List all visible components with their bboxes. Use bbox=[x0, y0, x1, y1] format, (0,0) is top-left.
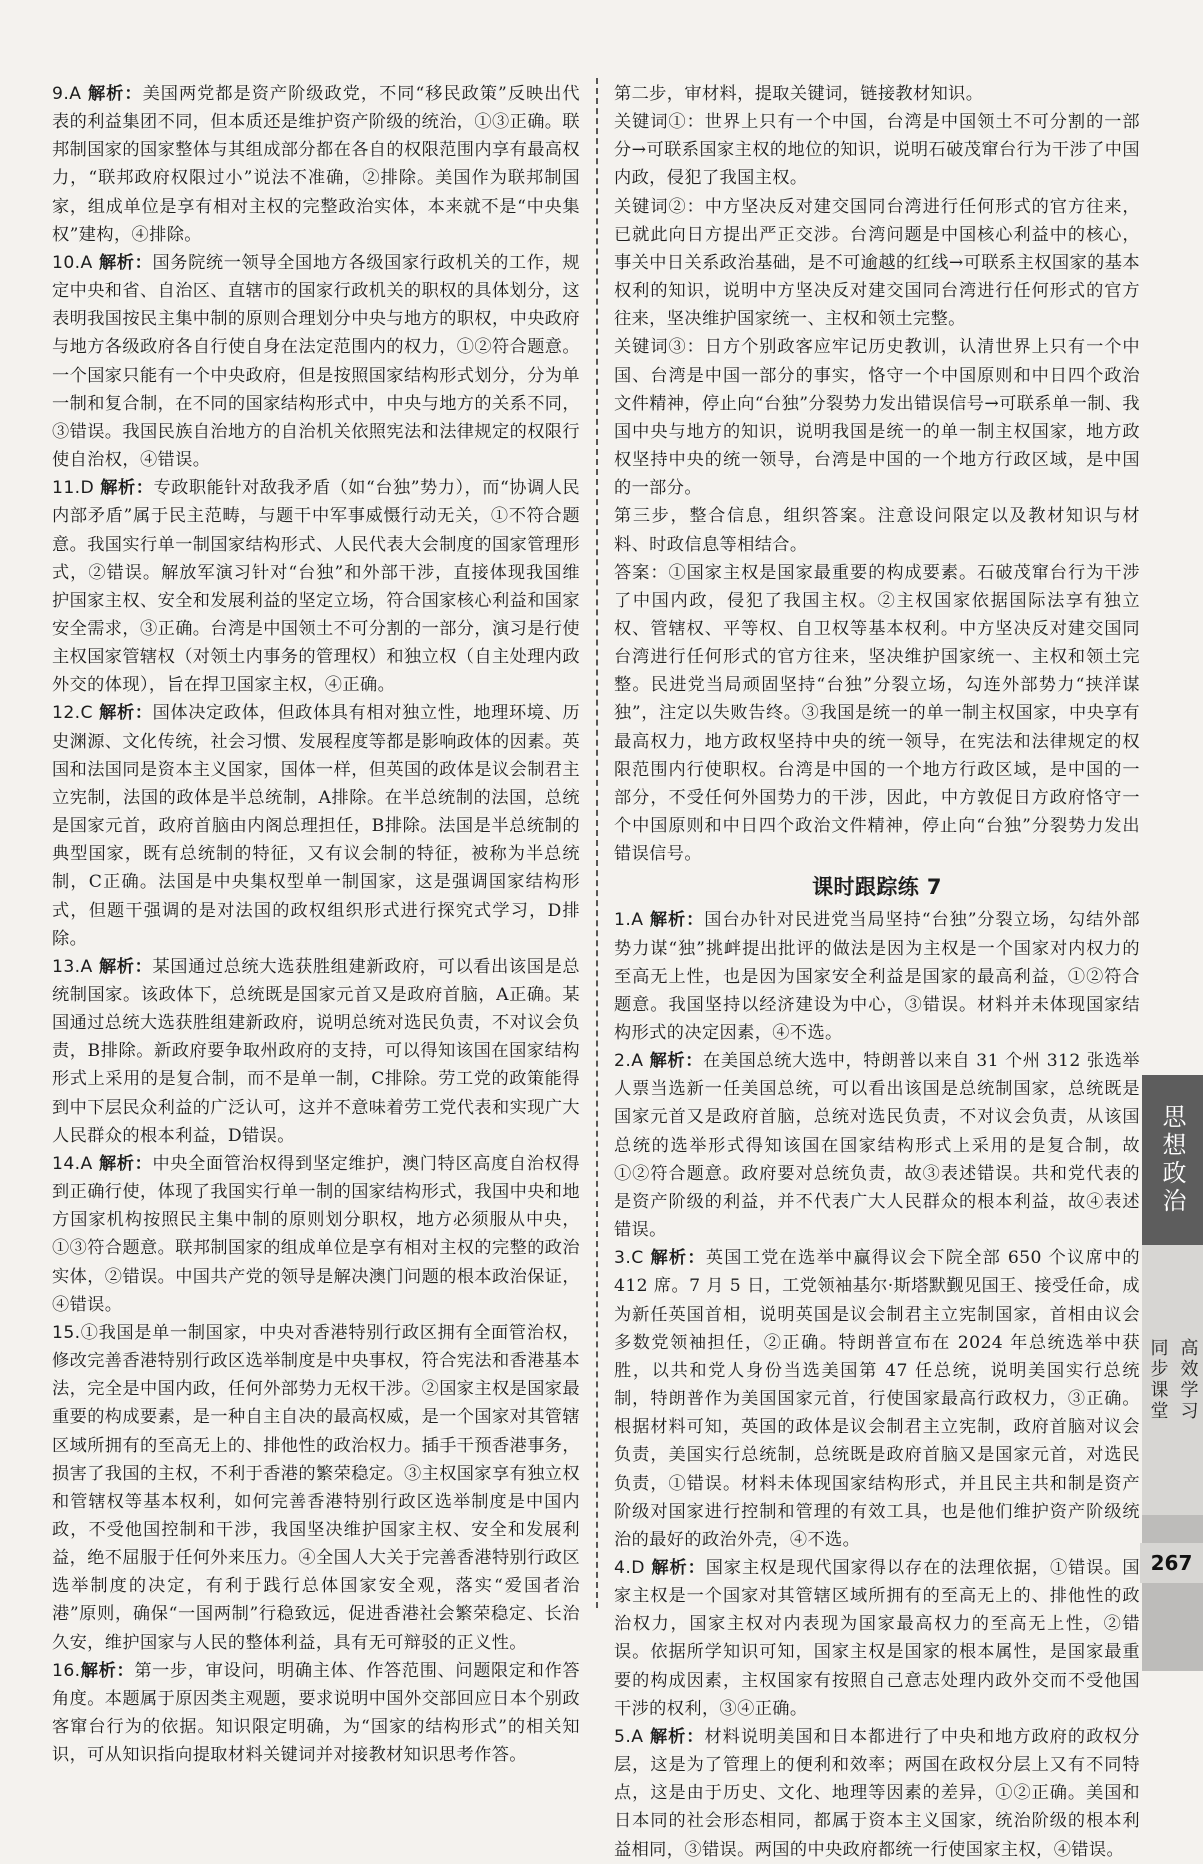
entry-text: 美国两党都是资产阶级政党，不同“移民政策”反映出代表的利益集团不同，但本质还是维护资产阶级的统治，①③正确。联邦制国家的国家整体与其组成部分都在各自的权限范围内享有最高权力，“联邦政府权限过小”说法不准确，②排除。美国作为联邦制国家，组成单位是享有相对主权的完整政治实体，本来就不是“中央集权”建构，④排除。 bbox=[52, 84, 580, 245]
entry-tag: 解析： bbox=[649, 910, 705, 931]
answer-entry bbox=[52, 1657, 580, 1770]
entry-number: 9. bbox=[52, 84, 70, 104]
entry-number: 4. bbox=[614, 1557, 632, 1578]
series-label-1: 同步课堂 bbox=[1147, 1338, 1169, 1422]
answer-entry bbox=[614, 1723, 1140, 1864]
entry-choice: D bbox=[631, 1557, 645, 1578]
answer-entry bbox=[614, 1047, 1140, 1244]
entry-number: 10. bbox=[52, 252, 81, 273]
entry-text: 国体决定政体，但政体具有相对独立性，地理环境、历史渊源、文化传统，社会习惯、发展程度等都是影响政体的因素。英国和法国同是资本主义国家，国体一样，但英国的政体是议会制君主立宪制，法国的政体是半总统制，A排除。在半总统制的法国，总统是国家元首，政府首脑由内阁总理担任，B排除。法国是半总统制的典型国家，既有总统制的特征，又有议会制的特征，被称为半总统制，C正确。法国是中央集权型单一制国家，这是强调国家结构形式，但题干强调的是对法国的政权组织形式进行探究式学习，D排除。 bbox=[52, 703, 581, 949]
entry-text: 专政职能针对敌我矛盾（如“台独”势力），而“协调人民内部矛盾”属于民主范畴，与题干中军事威慑行动无关，①不符合题意。我国实行单一制国家结构形式、人民代表大会制度的国家管理形式，②错误。解放军演习针对“台独”和外部干涉，直接体现我国维护国家主权、安全和发展利益的坚定立场，符合国家核心利益和国家安全需求，③正确。台湾是中国领土不可分割的一部分，演习是行使主权国家管辖权（对领土内事务的管理权）和独立权（自主处理内政外交的体现），旨在捍卫国家主权，④正确。 bbox=[52, 478, 580, 696]
entry-number: 15. bbox=[52, 1322, 81, 1343]
answer-tag: 答案： bbox=[614, 562, 669, 583]
right-column bbox=[614, 80, 1140, 1864]
entry-text: 国台办针对民进党当局坚持“台独”分裂立场，勾结外部势力谋“独”挑衅提出批评的做法是因为主权是一个国家对内权力的至高无上性，也是因为国家安全利益是国家的最高利益，①②符合题意。我国坚持以经济建设为中心，③错误。材料并未体现国家结构形式的决定因素，④不选。 bbox=[614, 910, 1140, 1043]
entry-choice: A bbox=[69, 84, 82, 104]
explanation-line: 关键词③：日方个别政客应牢记历史教训，认清世界上只有一个中国、台湾是中国一部分的事实，恪守一个中国原则和中日四个政治文件精神，停止向“台独”分裂势力发出错误信号→可联系单一制、我国中央与地方的知识，说明我国是统一的单一制主权国家，地方政权坚持中央的统一领导，台湾是中国的一个地方行政区域，是中国的一部分。 bbox=[614, 337, 1140, 499]
answer-text: ①国家主权是国家最重要的构成要素。石破茂窜台行为干涉了中国内政，侵犯了我国主权。②主权国家依据国际法享有独立权、管辖权、平等权、自卫权等基本权利。中方坚决反对建交国同台湾进行任何形式的官方往来，坚决维护国家统一、主权和领土完整。民进党当局顽固坚持“台独”分裂立场，勾连外部势力“挟洋谋独”，注定以失败告终。③我国是统一的单一制主权国家，中央享有最高权力，地方政权坚持中央的统一领导，在宪法和法律规定的权限范围内行使职权。台湾是中国的一个地方行政区域，是中国的一部分，不受任何外国势力的干涉，因此，中方敦促日方政府恪守一个中国原则和中日四个政治文件精神，停止向“台独”分裂势力发出错误信号。 bbox=[614, 562, 1141, 865]
entry-number: 1. bbox=[614, 910, 632, 931]
entry-text: 某国通过总统大选获胜组建新政府，可以看出该国是总统制国家。该政体下，总统既是国家元首又是政府首脑，A正确。某国通过总统大选获胜组建新政府，说明总统对选民负责，不对议会负责，B排除。新政府要争取州政府的支持，可以得知该国在国家结构形式上采用的是复合制，而不是单一制，C排除。劳工党的政策能得到中下层民众利益的广泛认可，这并不意味着劳工党代表和实现广大人民群众的根本利益，D错误。 bbox=[52, 956, 580, 1146]
entry-tag: 解析： bbox=[87, 84, 143, 104]
answer-block bbox=[614, 559, 1140, 869]
entry-text: 英国工党在选举中赢得议会下院全部 650 个议席中的 412 席。7 月 5 日，工党领袖基尔·斯塔默觐见国王、接受任命，成为新任英国首相，说明英国是议会制君主立宪制国家，首相由议会多数党领袖担任，②正确。特朗普宣布在 2024 年总统选举中获胜，以共和党人身份当选美国第 47 任总统，说明美国实行总统制，特朗普作为美国国家元首，行使国家最高行政权力，③正确。根据材料可知，英国的政体是议会制君主立宪制，政府首脑对议会负责，美国实行总统制，总统既是政府首脑又是国家元首，对选民负责，①错误。材料未体现国家结构形式，并且民主共和制是资产阶级对国家进行控制和管理的有效工具，也是他们维护资产阶级统治的最好的政治外壳，④不选。 bbox=[614, 1248, 1140, 1550]
entry-choice: A bbox=[80, 1153, 93, 1174]
answer-entry bbox=[52, 1319, 580, 1657]
entry-tag: 解析： bbox=[98, 252, 153, 273]
entry-text: ①我国是单一制国家，中央对香港特别行政区拥有全面管治权，修改完善香港特别行政区选举制度是中央事权，符合宪法和香港基本法，完全是中国内政，任何外部势力无权干涉。②国家主权是国家最重要的构成要素，是一种自主自决的最高权威，是一个国家对其管辖区域所拥有的至高无上的、排他性的政治权力。插手干预香港事务，损害了我国的主权，不利于香港的繁荣稳定。③主权国家享有独立权和管辖权等基本权利，如何完善香港特别行政区选举制度是中国内政，不受他国控制和干涉，我国坚决维护国家主权、安全和发展利益，绝不屈服于任何外来压力。④全国人大关于完善香港特别行政区选举制度的决定，有利于践行总体国家安全观，落实“爱国者治港”原则，确保“一国两制”行稳致远，促进香港社会繁荣稳定、长治久安，维护国家与人民的整体利益，具有无可辩驳的正义性。 bbox=[52, 1322, 580, 1653]
answer-entry bbox=[52, 1150, 580, 1319]
answer-entry bbox=[614, 1244, 1140, 1554]
entry-text: 中央全面管治权得到坚定维护，澳门特区高度自治权得到正确行使，体现了我国实行单一制的国家结构形式，我国中央和地方国家机构按照民主集中制的原则划分职权，地方必须服从中央，①③符合题意。联邦制国家的组成单位是享有相对主权的完整的政治实体，②错误。中国共产党的领导是解决澳门问题的根本政治保证，④错误。 bbox=[52, 1153, 580, 1315]
explanation-line: 第三步，整合信息，组织答案。注意设问限定以及教材知识与材料、时政信息等相结合。 bbox=[614, 506, 1140, 555]
entry-choice: C bbox=[80, 703, 93, 724]
entry-number: 14. bbox=[52, 1153, 81, 1174]
entry-tag: 解析： bbox=[649, 1051, 704, 1072]
entry-choice: A bbox=[631, 1726, 644, 1747]
entry-number: 3. bbox=[614, 1248, 632, 1269]
entry-choice: D bbox=[80, 478, 95, 499]
answer-entry bbox=[614, 906, 1140, 1047]
entry-number: 12. bbox=[52, 703, 81, 724]
entry-tag: 解析： bbox=[649, 1248, 706, 1269]
left-column bbox=[52, 80, 580, 1769]
entry-tag: 解析： bbox=[100, 478, 154, 499]
entry-text: 国务院统一领导全国地方各级国家行政机关的工作，规定中央和省、自治区、直辖市的国家行政机关的职权的具体划分，这表明我国按民主集中制的原则合理划分中央与地方的职权，中央政府与地方各级政府各自行使自身在法定范围内的权力，①②符合题意。一个国家只能有一个中央政府，但是按照国家结构形式划分，分为单一制和复合制，在不同的国家结构形式中，中央与地方的关系不同，③错误。我国民族自治地方的自治机关依照宪法和法律规定的权限行使自治权，④错误。 bbox=[52, 252, 580, 471]
column-divider bbox=[596, 78, 598, 1608]
entry-number: 2. bbox=[614, 1051, 632, 1072]
answer-entry bbox=[52, 953, 580, 1150]
subject-tab bbox=[1142, 1075, 1203, 1245]
answer-entry bbox=[52, 249, 580, 474]
answer-entry bbox=[614, 1554, 1140, 1723]
side-strip bbox=[1142, 1515, 1203, 1671]
entry-choice: A bbox=[80, 956, 93, 977]
answer-entry bbox=[52, 80, 580, 249]
entry-number: 11. bbox=[52, 478, 81, 499]
entry-text: 国家主权是现代国家得以存在的法理依据，①错误。国家主权是一个国家对其管辖区域所拥有的至高无上的、排他性的政治权力，国家主权对内表现为国家最高权力的至高无上性，②错误。依据所学知识可知，国家主权是国家的根本属性，是国家最重要的构成因素，主权国家有按照自己意志处理内政外交而不受他国干涉的权利，③④正确。 bbox=[614, 1557, 1141, 1719]
entry-tag: 解析： bbox=[98, 703, 153, 724]
entry-text: 在美国总统大选中，特朗普以来自 31 个州 312 张选举人票当选新一任美国总统，可以看出该国是总统制国家，总统既是国家元首又是政府首脑，总统对选民负责，不对议会负责，从该国总统的选举形式得知该国在国家结构形式上采用的是复合制，故①②符合题意。政府要对总统负责，故③表述错误。共和党代表的是资产阶级的利益，并不代表广大人民群众的根本利益，故④表述错误。 bbox=[614, 1051, 1140, 1241]
answer-entry bbox=[52, 699, 580, 952]
entry-number: 16. bbox=[52, 1660, 81, 1681]
entry-choice: A bbox=[631, 910, 644, 931]
entry-choice: C bbox=[631, 1248, 644, 1269]
explanation-line: 第二步，审材料，提取关键词，链接教材知识。 bbox=[614, 84, 984, 104]
entry-tag: 解析： bbox=[80, 1660, 135, 1681]
entry-tag: 解析： bbox=[98, 1153, 153, 1174]
answer-entry bbox=[52, 474, 580, 699]
entry-text: 材料说明美国和日本都进行了中央和地方政府的政权分层，这是为了管理上的便利和效率；两国在政权分层上又有不同特点，这是由于历史、文化、地理等因素的差异，①②正确。美国和日本同的社会形态相同，都属于资本主义国家，统治阶级的根本利益相同，③错误。两国的中央政府都统一行使国家主权，④错误。 bbox=[614, 1726, 1141, 1860]
entry-number: 5. bbox=[614, 1726, 632, 1747]
entry-tag: 解析： bbox=[650, 1557, 706, 1578]
entry-tag: 解析： bbox=[98, 956, 153, 977]
entry-tag: 解析： bbox=[649, 1726, 705, 1747]
explanation-line: 关键词②：中方坚决反对建交国同台湾进行任何形式的官方往来，已就此向日方提出严正交涉。台湾问题是中国核心利益中的核心，事关中日关系政治基础，是不可逾越的红线→可联系主权国家的基本权利的知识，说明中方坚决反对建交国同台湾进行任何形式的官方往来，坚决维护国家统一、主权和领土完整。 bbox=[614, 196, 1140, 330]
entry-text: 第一步，审设问，明确主体、作答范围、问题限定和作答角度。本题属于原因类主观题，要求说明中国外交部回应日本个别政客窜台行为的依据。知识限定明确，为“国家的结构形式”的相关知识，可从知识指向提取材料关键词并对接教材知识思考作答。 bbox=[52, 1660, 580, 1766]
page-number: 267 bbox=[1140, 1543, 1203, 1583]
series-tab bbox=[1142, 1245, 1203, 1515]
entry-choice: A bbox=[631, 1051, 644, 1072]
entry-choice: A bbox=[80, 252, 93, 273]
entry-number: 13. bbox=[52, 956, 81, 977]
explanation-line: 关键词①：世界上只有一个中国，台湾是中国领土不可分割的一部分→可联系国家主权的地位的知识，说明石破茂窜台行为干涉了中国内政，侵犯了我国主权。 bbox=[614, 112, 1140, 189]
series-label-2: 高效学习 bbox=[1177, 1338, 1199, 1422]
section-title: 课时跟踪练 7 bbox=[812, 875, 942, 900]
subject-label: 思想政治 bbox=[1158, 1104, 1186, 1216]
